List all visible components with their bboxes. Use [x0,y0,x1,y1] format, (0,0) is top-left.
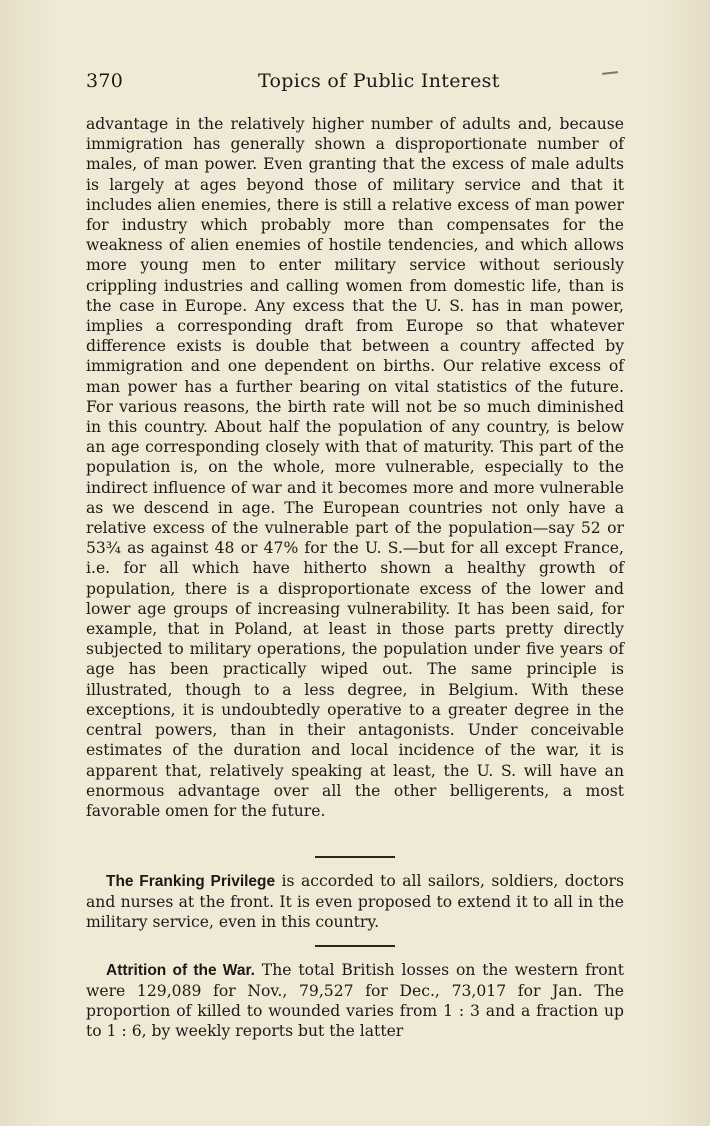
running-title: Topics of Public Interest [258,70,500,92]
attrition-paragraph [86,960,624,1042]
section-text-franking: is accorded to all sailors, soldiers, doctors and nurses at the front. It is even proposed to extend it to all in the military service, even in this country. [86,871,624,932]
spacer [86,821,624,843]
section-divider [315,856,395,858]
corner-mark [602,71,618,75]
section-divider [315,945,395,947]
section-text-attrition: The total British losses on the western front were 129,089 for Nov., 79,527 for Dec., 73,017 for Jan. The proportion of killed to wounded varies from 1 : 3 and a fraction up to 1 : 6, by weekly reports but the latter [86,960,624,1041]
section-title-franking: The Franking Privilege [106,872,276,890]
franking-privilege-paragraph [86,871,624,933]
page-number: 370 [86,70,124,92]
section-title-attrition: Attrition of the War. [106,961,255,979]
main-paragraph: advantage in the relatively higher number of adults and, because immigration has generally shown a disproportionate number of males, of man power. Even granting that the excess of male adults is largely at ages beyond those of military service and that it includes alien enemies, there is still a relative excess of man power for industry which probably more than compensates for the weakness of alien enemies of hostile tendencies, and which allows more young men to enter military service without seriously crippling industries and calling women from domestic life, than is the case in Europe. Any excess that the U. S. has in man power, implies a corresponding draft from Europe so that whatever difference exists is double that between a country affected by immigration and one dependent on births. Our relative excess of man power has a further bearing on vital statistics of the future. For various reasons, the birth rate will not be so much diminished in this country. About half the population of any country, is below an age corresponding closely with that of maturity. This part of the population is, on the whole, more vulnerable, especially to the indirect influence of war and it becomes more and more vulnerable as we descend in age. The European countries not only have a relative excess of the vulnerable part of the population—say 52 or 53¾ as against 48 or 47% for the U. S.—but for all except France, i.e. for all which have hitherto shown a healthy growth of population, there is a disproportionate excess of the lower and lower age groups of increasing vulnerability. It has been said, for example, that in Poland, at least in those parts pretty directly subjected to military operations, the population under five years of age has been practically wiped out. The same principle is illustrated, though to a less degree, in Belgium. With these exceptions, it is undoubtedly operative to a greater degree in the central powers, than in their antagonists. Under conceivable estimates of the duration and local incidence of the war, it is apparent that, relatively speaking at least, the U. S. will have an enormous advantage over all the other belligerents, a most favorable omen for the future. [86,115,624,820]
body-text [86,114,624,1042]
